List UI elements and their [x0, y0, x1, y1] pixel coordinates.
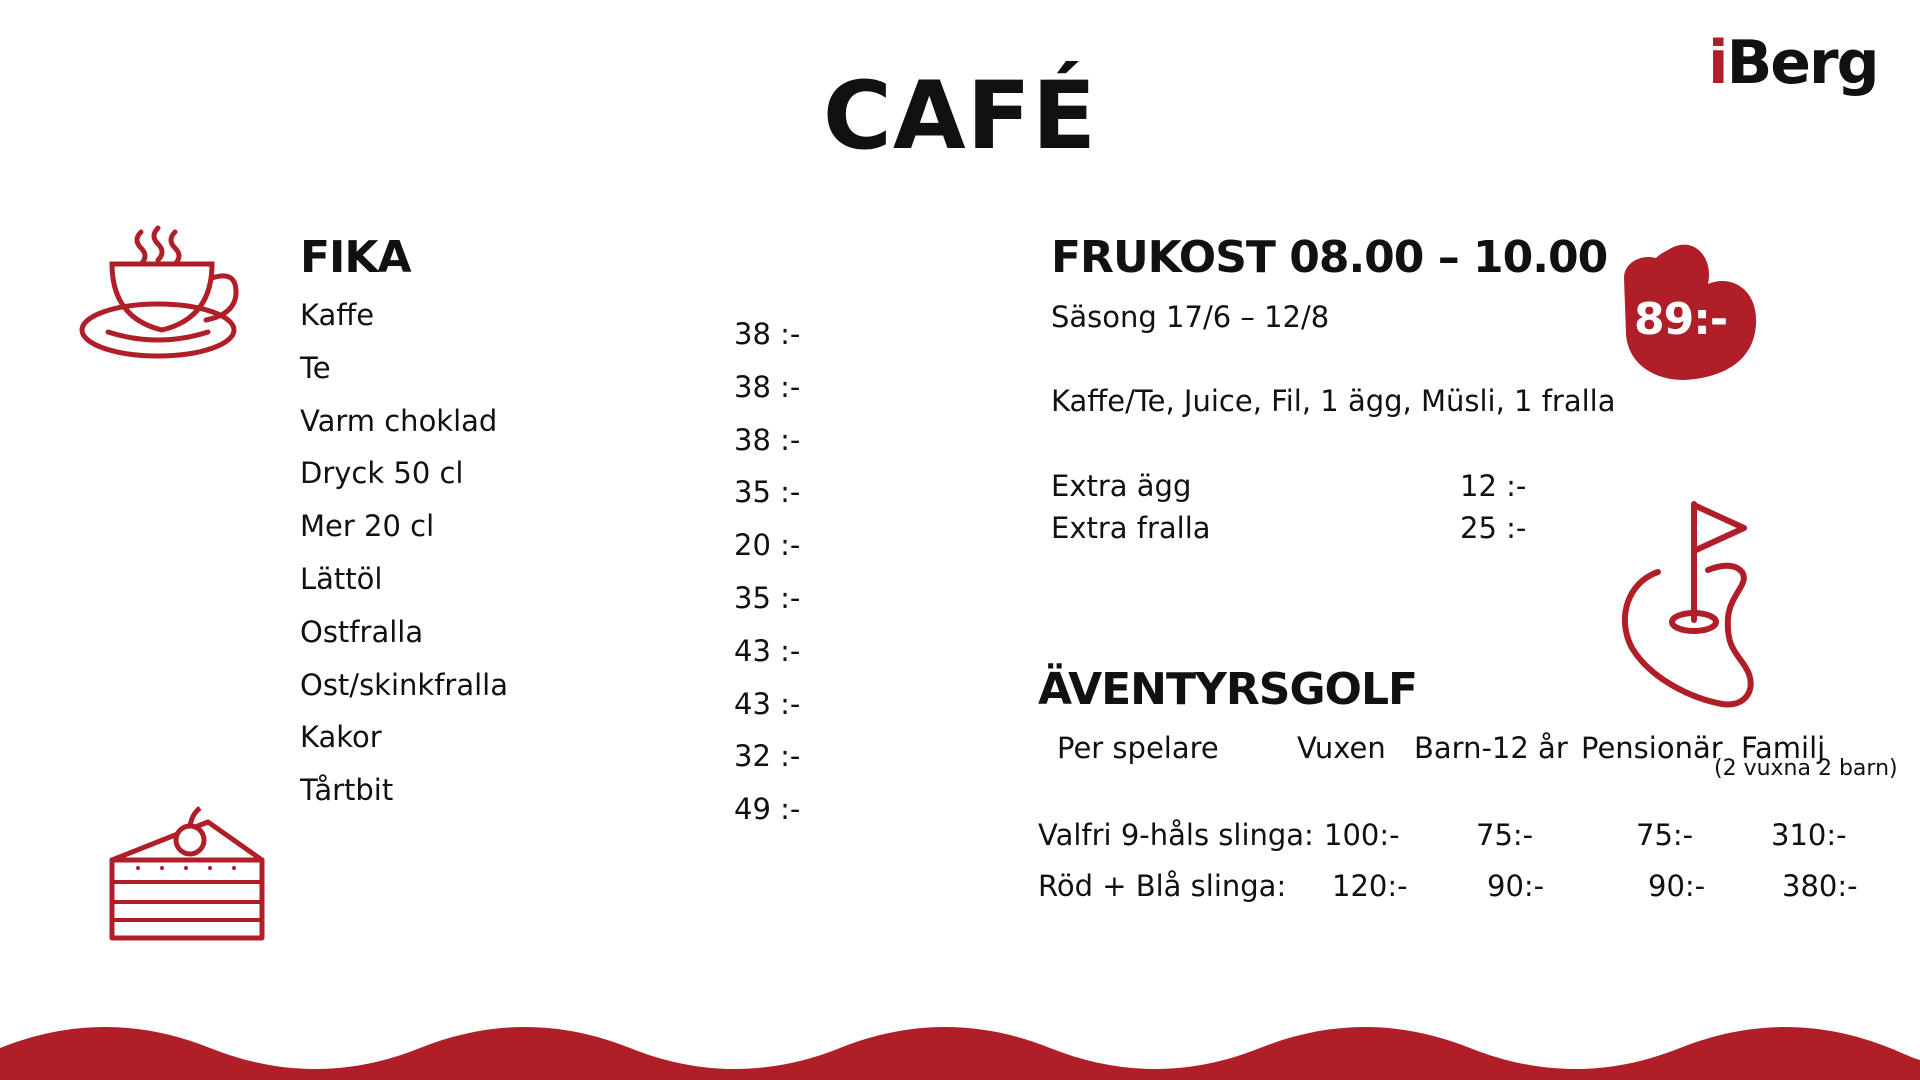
golf-header-familj: Familj: [1741, 731, 1826, 765]
menu-item-price: 43 :-: [734, 687, 801, 721]
frukost-contents: Kaffe/Te, Juice, Fil, 1 ägg, Müsli, 1 fralla: [1051, 384, 1616, 418]
golf-header-barn: Barn-12 år: [1414, 731, 1568, 765]
menu-item-price: 38 :-: [734, 370, 801, 404]
menu-item-price: 38 :-: [734, 423, 801, 457]
price-badge: [1622, 238, 1758, 384]
menu-item-name: Te: [300, 351, 331, 385]
mini-golf-icon: [1618, 498, 1768, 710]
menu-item-name: Tårtbit: [300, 773, 394, 807]
golf-price-barn: 90:-: [1487, 869, 1545, 903]
menu-item-price: 43 :-: [734, 634, 801, 668]
coffee-cup-icon: [78, 222, 240, 362]
menu-item-price: 38 :-: [734, 317, 801, 351]
menu-item-name: Varm choklad: [300, 404, 498, 438]
golf-header-pensionar: Pensionär: [1581, 731, 1723, 765]
golf-price-vuxen: 100:-: [1324, 818, 1400, 852]
menu-item-name: Kakor: [300, 720, 382, 754]
menu-item-price: 49 :-: [734, 792, 801, 826]
menu-item-price: 35 :-: [734, 475, 801, 509]
page-title: CAFÉ: [822, 62, 1098, 171]
golf-price-barn: 75:-: [1476, 818, 1534, 852]
menu-item-name: Ost/skinkfralla: [300, 668, 508, 702]
golf-price-pensionar: 90:-: [1648, 869, 1706, 903]
logo-text: Berg: [1726, 28, 1878, 98]
golf-price-familj: 380:-: [1782, 869, 1858, 903]
extra-item-name: Extra ägg: [1051, 469, 1192, 503]
menu-item-price: 32 :-: [734, 739, 801, 773]
frukost-heading: FRUKOST 08.00 – 10.00: [1051, 232, 1608, 283]
golf-row-label: Valfri 9-håls slinga:: [1038, 818, 1314, 852]
golf-header-per-spelare: Per spelare: [1057, 731, 1219, 765]
extra-item-price: 25 :-: [1460, 511, 1527, 545]
menu-item-name: Ostfralla: [300, 615, 424, 649]
golf-family-note: (2 vuxna 2 barn): [1714, 756, 1898, 781]
golf-header-vuxen: Vuxen: [1297, 731, 1386, 765]
extra-item-price: 12 :-: [1460, 469, 1527, 503]
bottom-wave-decoration: [0, 1010, 1920, 1080]
cake-slice-icon: [108, 804, 268, 944]
golf-heading: ÄVENTYRSGOLF: [1038, 664, 1418, 715]
menu-item-price: 35 :-: [734, 581, 801, 615]
golf-row-label: Röd + Blå slinga:: [1038, 869, 1287, 903]
iberg-logo: [1708, 28, 1878, 98]
menu-item-name: Dryck 50 cl: [300, 456, 464, 490]
golf-price-familj: 310:-: [1771, 818, 1847, 852]
logo-i: i: [1708, 28, 1727, 98]
menu-item-price: 20 :-: [734, 528, 801, 562]
frukost-season: Säsong 17/6 – 12/8: [1051, 300, 1330, 334]
menu-item-name: Lättöl: [300, 562, 383, 596]
golf-price-vuxen: 120:-: [1332, 869, 1408, 903]
menu-item-name: Mer 20 cl: [300, 509, 435, 543]
golf-price-pensionar: 75:-: [1636, 818, 1694, 852]
menu-item-name: Kaffe: [300, 298, 375, 332]
fika-heading: FIKA: [300, 232, 411, 283]
extra-item-name: Extra fralla: [1051, 511, 1211, 545]
price-badge-text: 89:-: [1634, 294, 1728, 345]
